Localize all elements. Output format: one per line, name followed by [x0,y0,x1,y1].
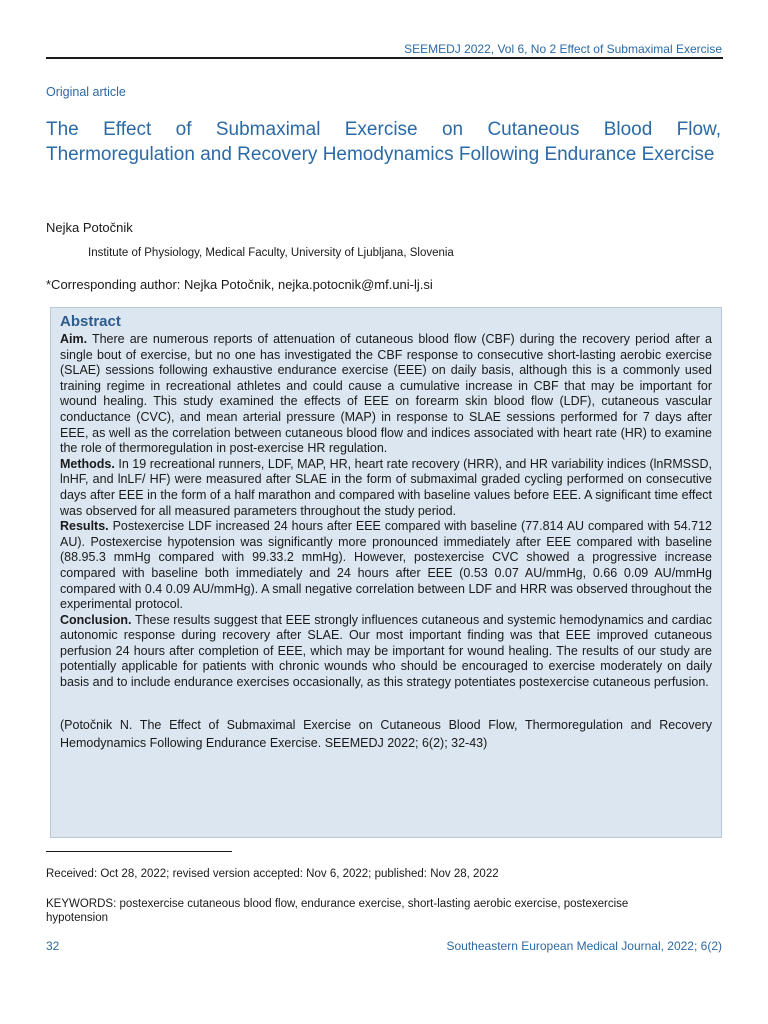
methods-label: Methods. [60,456,115,471]
author-affiliation: Institute of Physiology, Medical Faculty, University of Ljubljana, Slovenia [88,247,454,259]
results-label: Results. [60,519,109,534]
results-text: Postexercise LDF increased 24 hours after EEE compared with baseline (77.814 AU compared with 54.712 AU). Postexercise hypotension was significantly more pronounced immediately after EEE compared with baseline (88.95.3 mmHg compared with 99.33.2 mmHg). However, postexercise CVC showed a progressive increase compared with baseline both immediately and 24 hours after EEE (0.53 0.07 AU/mmHg, 0.66 0.09 AU/mmHg compared with 0.4 0.09 AU/mmHg). A small negative correlation between LDF and HRR was observed throughout the experimental protocol. [60,519,712,612]
abstract-conclusion [60,613,712,691]
abstract-citation: (Potočnik N. The Effect of Submaximal Exercise on Cutaneous Blood Flow, Thermoregulation and Recovery Hemodynamics Following Endurance Exercise. SEEMEDJ 2022; 6(2); 32-43) [60,717,712,750]
abstract-methods [60,457,712,519]
corresponding-author: *Corresponding author: Nejka Potočnik, nejka.potocnik@mf.uni-lj.si [46,277,433,292]
abstract-box [50,307,722,838]
article-title: The Effect of Submaximal Exercise on Cutaneous Blood Flow, Thermoregulation and Recovery Hemodynamics Following Endurance Exercise [46,119,721,165]
methods-text: In 19 recreational runners, LDF, MAP, HR, heart rate recovery (HRR), and HR variability indices (lnRMSSD, lnHF, and lnLF/ HF) were measured after SLAE in the form of submaximal graded cycling performed on consecutive days after EEE in the form of a half marathon and compared with baseline values before EEE. A significant time effect was observed for all measured parameters throughout the study period. [60,456,712,518]
running-head: SEEMEDJ 2022, Vol 6, No 2 Effect of Submaximal Exercise [404,42,722,56]
received-dates: Received: Oct 28, 2022; revised version accepted: Nov 6, 2022; published: Nov 28, 2022 [46,868,499,880]
aim-label: Aim. [60,332,88,346]
abstract-heading: Abstract [60,313,121,330]
conclusion-text: These results suggest that EEE strongly influences cutaneous and systemic hemodynamics and cardiac autonomic response during recovery after SLAE. Our most important finding was that EEE improved cutaneous perfusion 24 hours after completion of EEE, which may be important for wound healing. The results of our study are potentially applicable for patients with chronic wounds who should be encouraged to exercise moderately on daily basis and to include endurance exercises occasionally, as this strategy potentiates postexercise cutaneous perfusion. [60,612,712,690]
conclusion-label: Conclusion. [60,612,132,627]
header-rule [46,57,723,59]
journal-footer: Southeastern European Medical Journal, 2022; 6(2) [446,939,722,953]
abstract-results [60,519,712,613]
author-name: Nejka Potočnik [46,220,133,235]
aim-text: There are numerous reports of attenuation of cutaneous blood flow (CBF) during the recovery period after a single bout of exercise, but no one has investigated the CBF response to consecutive short-lasting aerobic exercise (SLAE) sessions following exhaustive endurance exercise (EEE) on daily basis, although this is a commonly used training regime in recreational athletes and could cause a cumulative increase in CBF that may be important for wound healing. This study examined the effects of EEE on forearm skin blood flow (LDF), cutaneous vascular conductance (CVC), and mean arterial pressure (MAP) in response to SLAE sessions performed for 7 days after EEE, as well as the correlation between cutaneous blood flow and indices associated with heart rate (HR) to examine the role of thermoregulation in post-exercise HR regulation. [60,332,712,456]
footnote-rule [46,851,232,852]
page-number: 32 [46,939,60,953]
keywords: KEYWORDS: postexercise cutaneous blood flow, endurance exercise, short-lasting aerobic exercise, postexercise hypotension [46,898,629,924]
abstract-aim [60,332,712,457]
article-type: Original article [46,85,126,99]
